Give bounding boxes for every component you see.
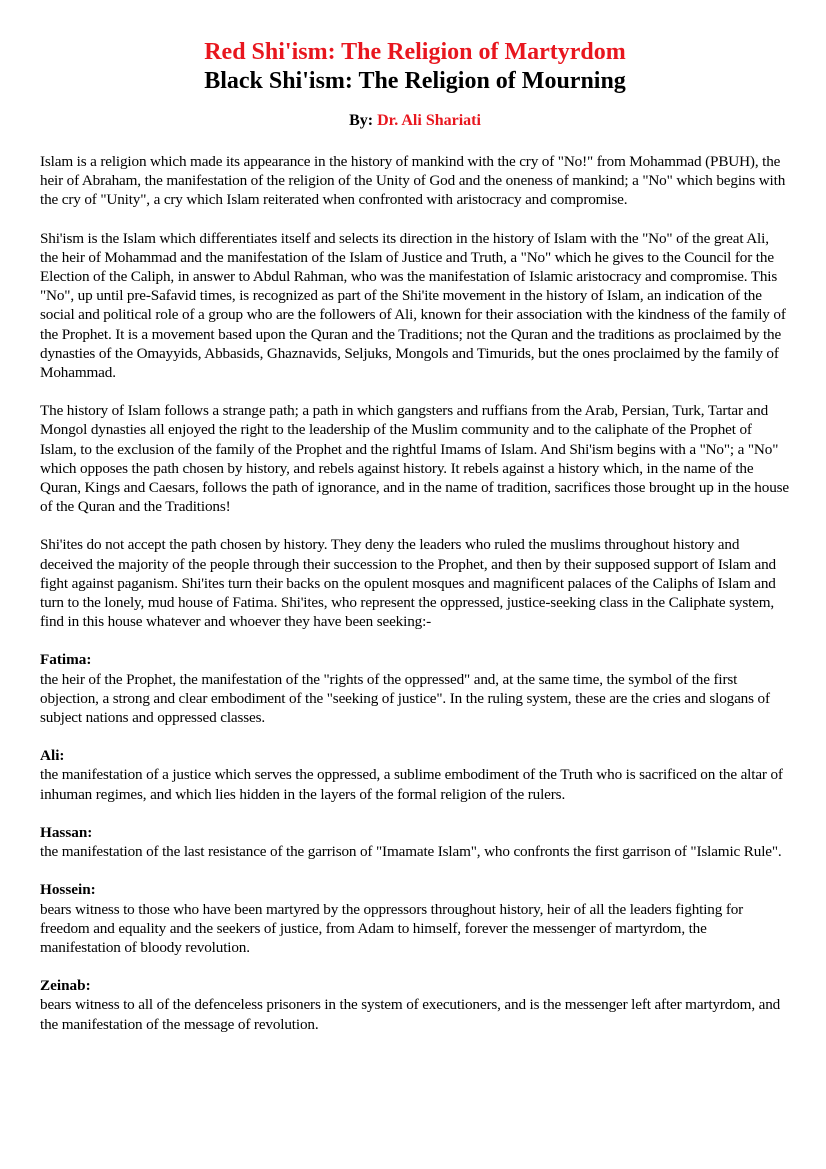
byline (40, 111, 790, 131)
entry-fatima (40, 650, 790, 727)
entry-zeinab (40, 976, 790, 1034)
document-title: Red Shi'ism: The Religion of Martyrdom (204, 39, 626, 65)
entry-hossein (40, 880, 790, 957)
paragraph-3: The history of Islam follows a strange path; a path in which gangsters and ruffians from the Arab, Persian, Turk, Tartar and Mongol dynasties all enjoyed the right to the leadership of the Muslim community and to the caliphate of the Prophet of Islam, to the exclusion of the family of the Prophet and the rightful Imams of Islam. And Shi'ism begins with a "No"; a "No" which opposes the path chosen by history, and rebels against history. It rebels against a history which, in the name of the Quran, Kings and Caesars, follows the path of ignorance, and in the name of tradition, sacrifices those brought up in the house of the Quran and the Traditions! (40, 402, 789, 516)
entry-heading: Hossein: (40, 881, 96, 899)
entry-text: the manifestation of a justice which serves the oppressed, a sublime embodiment of the Truth who is sacrificed on the altar of inhuman regimes, and which lies hidden in the layers of the formal religion of the rulers. (40, 766, 783, 803)
paragraph-4: Shi'ites do not accept the path chosen by history. They deny the leaders who ruled the muslims throughout history and deceived the majority of the people through their succession to the Prophet, and then by their supposed support of Islam and fight against paganism. Shi'ites turn their backs on the opulent mosques and magnificent palaces of the Caliphs of Islam and turn to the lonely, mud house of Fatima. Shi'ites, who represent the oppressed, justice-seeking class in the Caliphate system, find in this house whatever and whoever they have been seeking:- (40, 536, 776, 631)
by-label: By: (349, 112, 378, 129)
entry-heading: Hassan: (40, 823, 93, 841)
document-subtitle: Black Shi'ism: The Religion of Mourning (204, 68, 626, 94)
entry-heading: Zeinab: (40, 977, 91, 995)
author-name: Dr. Ali Shariati (377, 112, 481, 129)
entry-text: the heir of the Prophet, the manifestation of the "rights of the oppressed" and, at the same time, the symbol of the first objection, a strong and clear embodiment of the "seeking of justice". In the ruling system, these are the cries and slogans of subject nations and oppressed classes. (40, 670, 770, 727)
paragraph-1: Islam is a religion which made its appearance in the history of mankind with the cry of "No!" from Mohammad (PBUH), the heir of Abraham, the manifestation of the religion of the Unity of God and the oneness of mankind; a "No" which begins with the cry of "Unity", a cry which Islam reiterated when confronted with aristocracy and compromise. (40, 153, 786, 209)
entry-text: the manifestation of the last resistance of the garrison of "Imamate Islam", who confronts the first garrison of "Islamic Rule". (40, 843, 782, 861)
entry-text: bears witness to all of the defenceless prisoners in the system of executioners, and is the messenger left after martyrdom, and the manifestation of the message of revolution. (40, 996, 781, 1033)
entry-heading: Ali: (40, 747, 65, 765)
entry-text: bears witness to those who have been martyred by the oppressors throughout history, heir of all the leaders fighting for freedom and equality and the seekers of justice, from Adam to himself, forever the messenger of martyrdom, the manifestation of bloody revolution. (40, 900, 744, 956)
entry-heading: Fatima: (40, 651, 92, 669)
entry-hassan (40, 823, 790, 861)
paragraph-2: Shi'ism is the Islam which differentiates itself and selects its direction in the history of Islam with the "No" of the great Ali, the heir of Mohammad and the manifestation of the Islam of Justice and Truth, a "No" which he gives to the Council for the Election of the Caliph, in answer to Abdul Rahman, who was the manifestation of Islamic aristocracy and compromise. This "No", up until pre-Safavid times, is recognized as part of the Shi'ite movement in the history of Islam, an indication of the social and political role of a group who are the followers of Ali, known for their association with the kindness of the family of the Prophet. It is a movement based upon the Quran and the Traditions; not the Quran and the traditions as proclaimed by the dynasties of the Omayyids, Abbasids, Ghaznavids, Seljuks, Mongols and Timurids, but the ones proclaimed by the family of Mohammad. (40, 229, 786, 382)
entry-ali (40, 746, 790, 804)
document-page (40, 38, 790, 1053)
